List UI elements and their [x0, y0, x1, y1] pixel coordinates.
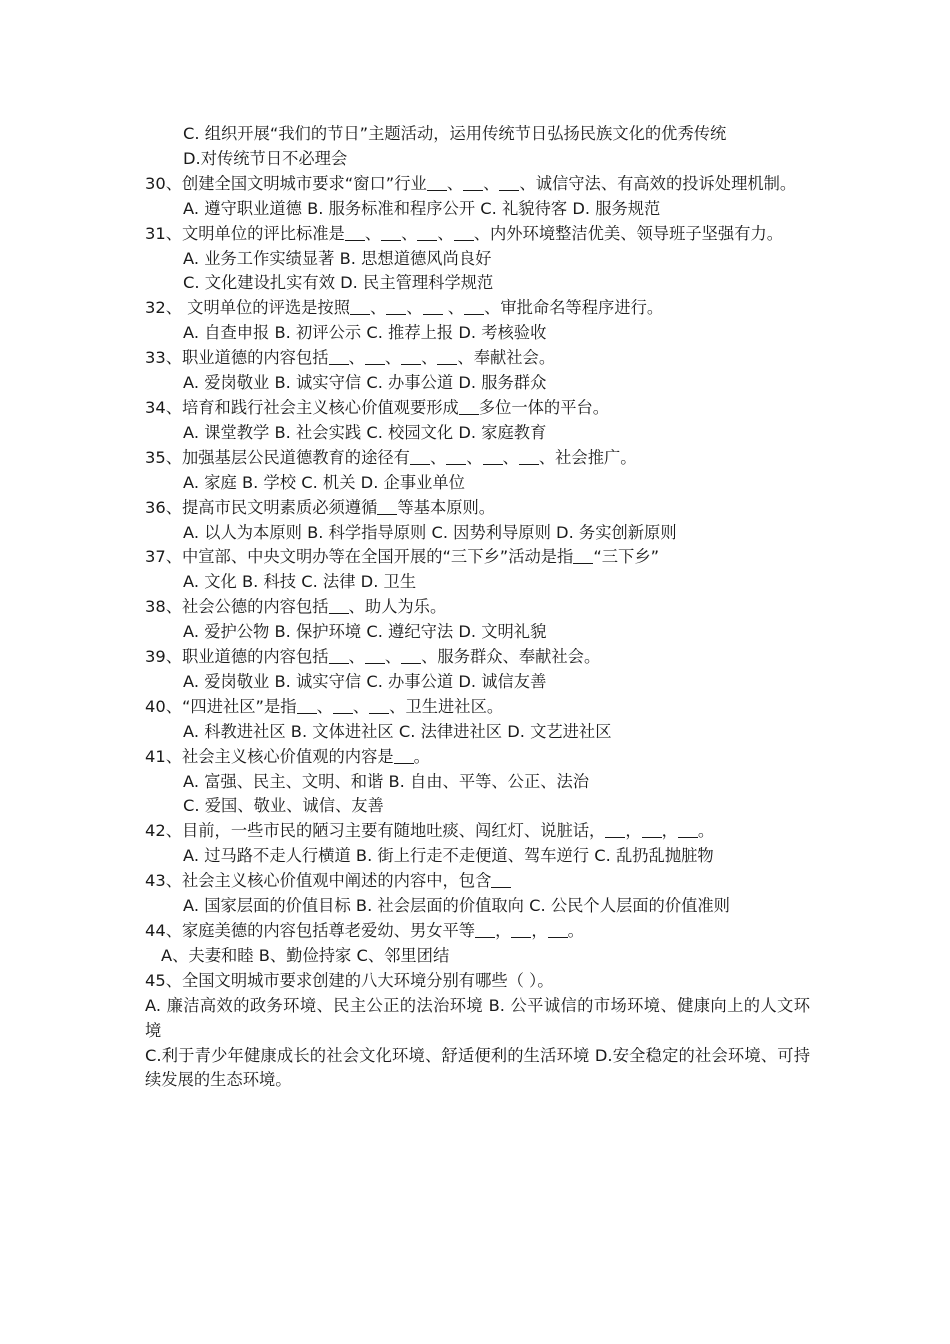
answer-blank — [365, 647, 385, 664]
option-line: A. 廉洁高效的政务环境、民主公正的法治环境 B. 公平诚信的市场环境、健康向上的人文环境 — [145, 995, 810, 1040]
answer-blank — [483, 448, 503, 465]
option-line: A. 家庭 B. 学校 C. 机关 D. 企事业单位 — [183, 472, 465, 492]
answer-blank — [423, 298, 443, 315]
option-line: A. 自查申报 B. 初评公示 C. 推荐上报 D. 考核验收 — [183, 323, 547, 343]
option-line: A. 业务工作实绩显著 B. 思想道德风尚良好 — [183, 248, 492, 268]
answer-blank — [329, 647, 349, 664]
question-35: 35、加强基层公民道德教育的途径有 、 、 、 、社会推广。 — [145, 447, 637, 467]
option-line: A. 爱岗敬业 B. 诚实守信 C. 办事公道 D. 服务群众 — [183, 373, 547, 393]
answer-blank — [329, 597, 349, 614]
answer-blank — [417, 224, 437, 241]
answer-blank — [381, 224, 401, 241]
answer-blank — [297, 697, 317, 714]
answer-blank — [427, 174, 447, 191]
question-40: 40、“四进社区”是指 、 、 、卫生进社区。 — [145, 696, 504, 716]
option-line: C. 爱国、敬业、诚信、友善 — [183, 796, 384, 816]
answer-blank — [329, 348, 349, 365]
question-39: 39、职业道德的内容包括 、 、 、服务群众、奉献社会。 — [145, 647, 601, 667]
answer-blank — [573, 547, 593, 564]
answer-blank — [350, 298, 370, 315]
option-line: A. 国家层面的价值目标 B. 社会层面的价值取向 C. 公民个人层面的价值准则 — [183, 896, 730, 916]
document-body — [145, 122, 810, 1093]
question-31: 31、文明单位的评比标准是 、 、 、 、内外环境整洁优美、领导班子坚强有力。 — [145, 223, 784, 243]
answer-blank — [491, 871, 511, 888]
option-line: A. 遵守职业道德 B. 服务标准和程序公开 C. 礼貌待客 D. 服务规范 — [183, 198, 661, 218]
answer-blank — [678, 821, 698, 838]
answer-blank — [365, 348, 385, 365]
option-line: A. 爱护公物 B. 保护环境 C. 遵纪守法 D. 文明礼貌 — [183, 622, 547, 642]
question-34: 34、培育和践行社会主义核心价值观要形成 多位一体的平台。 — [145, 397, 610, 417]
question-32: 32、 文明单位的评选是按照 、 、 、 、审批命名等程序进行。 — [145, 298, 664, 318]
question-43: 43、社会主义核心价值观中阐述的内容中，包含 — [145, 869, 810, 894]
option-line: A. 过马路不走人行横道 B. 街上行走不走便道、驾车逆行 C. 乱扔乱抛脏物 — [183, 846, 714, 866]
answer-blank — [548, 921, 568, 938]
option-line: C. 组织开展“我们的节日”主题活动，运用传统节日弘扬民族文化的优秀传统 — [183, 124, 727, 143]
answer-blank — [437, 348, 457, 365]
answer-blank — [345, 224, 365, 241]
answer-blank — [454, 224, 474, 241]
question-45: 45、全国文明城市要求创建的八大环境分别有哪些（ ）。 — [145, 970, 554, 990]
answer-blank — [642, 821, 662, 838]
option-line: A. 文化 B. 科技 C. 法律 D. 卫生 — [183, 572, 417, 592]
option-line: A. 科教进社区 B. 文体进社区 C. 法律进社区 D. 文艺进社区 — [183, 721, 612, 741]
question-33: 33、职业道德的内容包括 、 、 、 、奉献社会。 — [145, 348, 556, 368]
answer-blank — [394, 747, 414, 764]
answer-blank — [401, 348, 421, 365]
option-line: A. 爱岗敬业 B. 诚实守信 C. 办事公道 D. 诚信友善 — [183, 671, 547, 691]
question-38: 38、社会公德的内容包括 、助人为乐。 — [145, 597, 447, 617]
question-36: 36、提高市民文明素质必须遵循 等基本原则。 — [145, 497, 496, 517]
option-line: C.利于青少年健康成长的社会文化环境、舒适便利的生活环境 D.安全稳定的社会环境、可持续发展的生态环境。 — [145, 1045, 810, 1090]
answer-blank — [464, 298, 484, 315]
option-line: A. 富强、民主、文明、和谐 B. 自由、平等、公正、法治 — [183, 771, 590, 791]
answer-blank — [410, 448, 430, 465]
answer-blank — [401, 647, 421, 664]
option-line: A. 课堂教学 B. 社会实践 C. 校园文化 D. 家庭教育 — [183, 422, 547, 442]
answer-blank — [459, 398, 479, 415]
answer-blank — [333, 697, 353, 714]
answer-blank — [463, 174, 483, 191]
option-line: C. 文化建设扎实有效 D. 民主管理科学规范 — [183, 273, 494, 293]
answer-blank — [446, 448, 466, 465]
answer-blank — [511, 921, 531, 938]
question-30: 30、创建全国文明城市要求“窗口”行业 、 、 、诚信守法、有高效的投诉处理机制。 — [145, 173, 797, 193]
option-line: D.对传统节日不必理会 — [183, 148, 348, 168]
option-line: A、夫妻和睦 B、勤俭持家 C、邻里团结 — [161, 945, 450, 965]
answer-blank — [499, 174, 519, 191]
answer-blank — [386, 298, 406, 315]
answer-blank — [369, 697, 389, 714]
answer-blank — [519, 448, 539, 465]
question-44: 44、家庭美德的内容包括尊老爱幼、男女平等 ， ， 。 — [145, 921, 584, 940]
answer-blank — [377, 498, 397, 515]
option-line: A. 以人为本原则 B. 科学指导原则 C. 因势利导原则 D. 务实创新原则 — [183, 522, 677, 542]
question-42: 42、目前，一些市民的陋习主要有随地吐痰、闯红灯、说脏话， ， ， 。 — [145, 821, 715, 841]
question-41: 41、社会主义核心价值观的内容是 。 — [145, 746, 430, 766]
answer-blank — [605, 821, 625, 838]
question-37: 37、中宣部、中央文明办等在全国开展的“三下乡”活动是指 “三下乡” — [145, 547, 660, 567]
answer-blank — [475, 921, 495, 938]
